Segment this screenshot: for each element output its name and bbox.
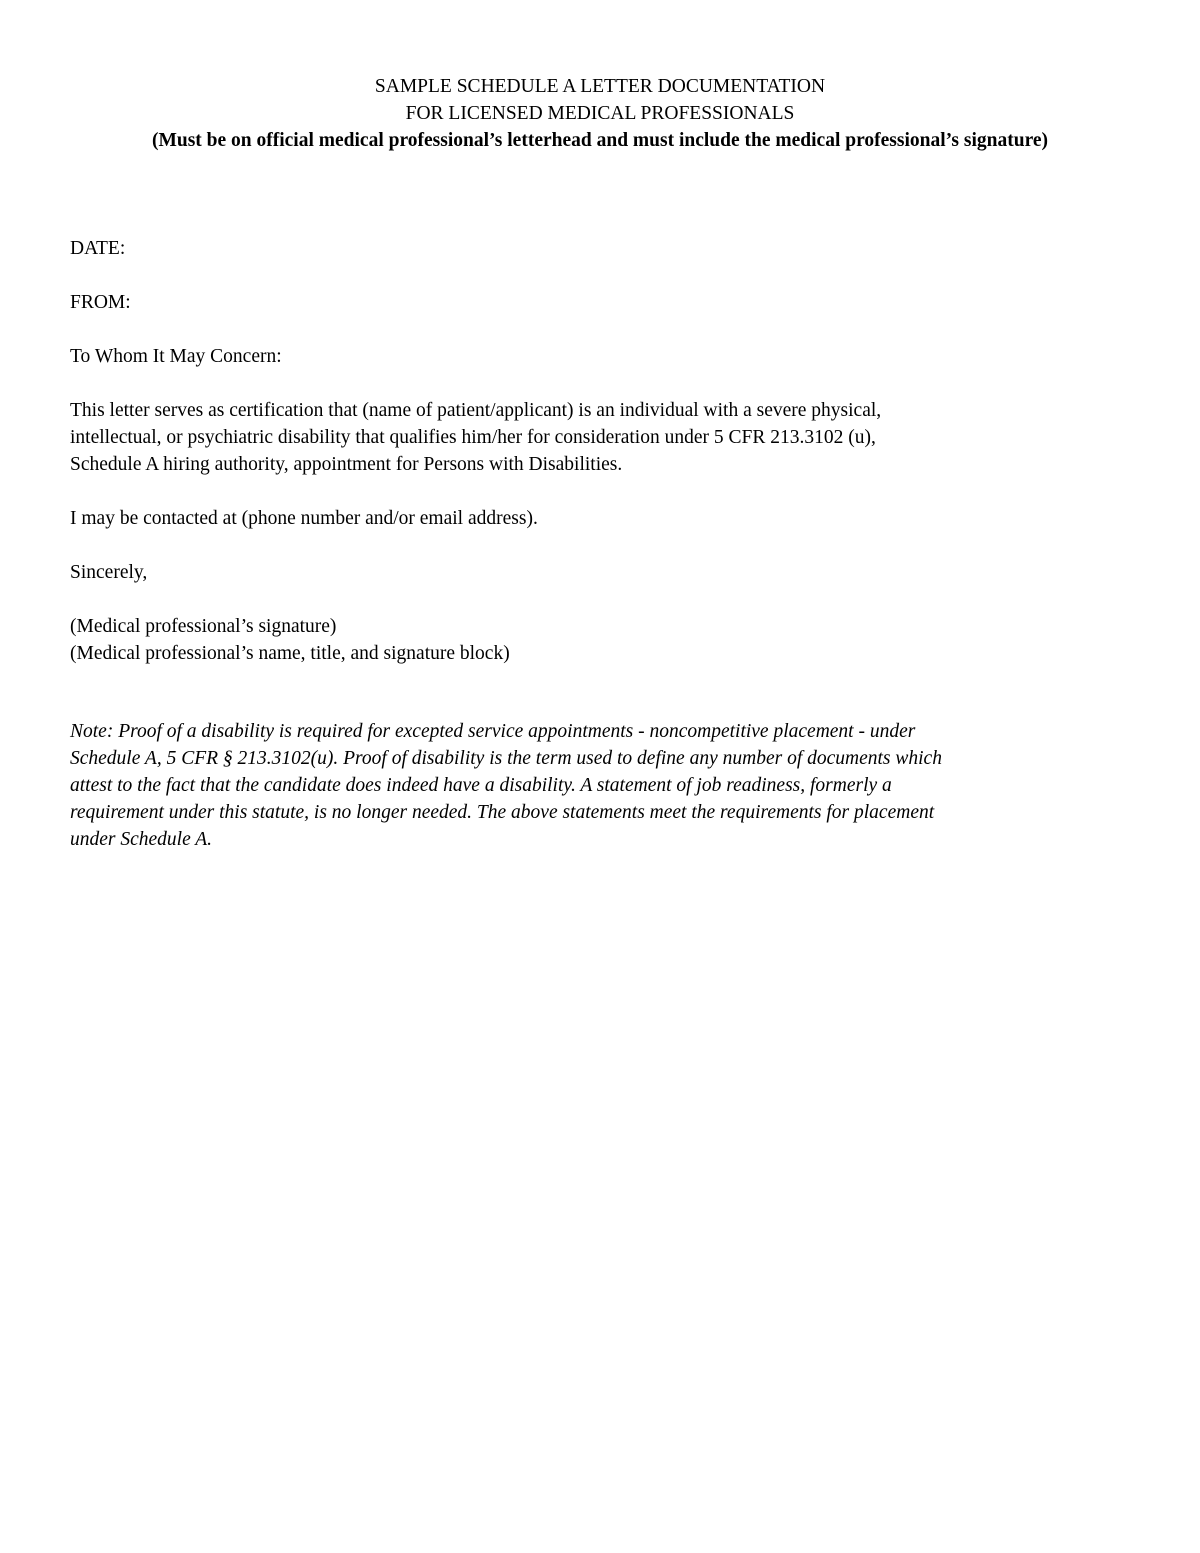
date-label: DATE: [70,238,126,259]
certification-line: This letter serves as certification that (name of patient/applicant) is an individual with a severe physical, [70,400,882,421]
document-heading [70,73,1130,154]
certification-line: intellectual, or psychiatric disability that qualifies him/her for consideration under 5 CFR 213.3102 (u), [70,427,876,448]
certification-paragraph [70,397,1130,478]
note-line: requirement under this statute, is no longer needed. The above statements meet the requirements for placement [70,802,935,823]
closing: Sincerely, [70,562,148,583]
certification-line: Schedule A hiring authority, appointment for Persons with Disabilities. [70,454,623,475]
from-label: FROM: [70,292,131,313]
signature-line: (Medical professional’s signature) [70,616,337,637]
signature-section [70,613,1130,667]
note-line: Note: Proof of a disability is required for excepted service appointments - noncompetitive placement - under [70,721,916,742]
heading-title-line-1: SAMPLE SCHEDULE A LETTER DOCUMENTATION [374,76,826,97]
contact-line: I may be contacted at (phone number and/or email address). [70,508,538,529]
note-paragraph [70,718,1130,853]
signature-block: (Medical professional’s name, title, and signature block) [70,643,510,664]
note-line: Schedule A, 5 CFR § 213.3102(u). Proof of disability is the term used to define any number of documents which [70,748,942,769]
salutation: To Whom It May Concern: [70,346,282,367]
heading-title-line-2: FOR LICENSED MEDICAL PROFESSIONALS [405,103,795,124]
note-line: attest to the fact that the candidate does indeed have a disability. A statement of job readiness, formerly a [70,775,892,796]
heading-instruction: (Must be on official medical professional’s letterhead and must include the medical professional’s signature) [151,130,1049,151]
note-line: under Schedule A. [70,829,213,850]
